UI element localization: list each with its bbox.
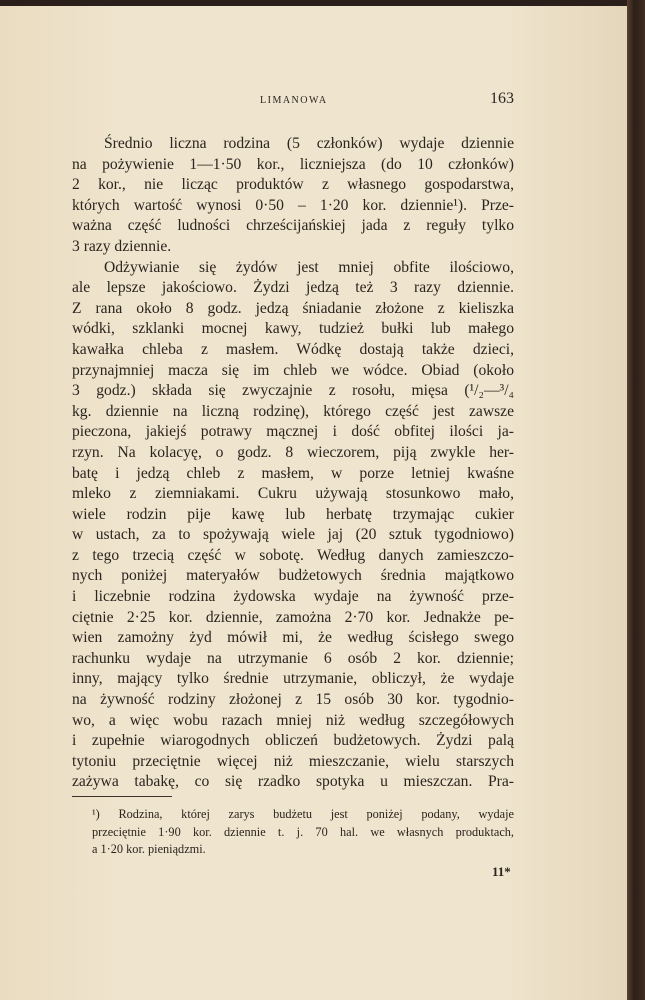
running-header-title: LIMANOWA	[260, 95, 328, 106]
text-line: rachunku wydaje na utrzymanie 6 osób 2 kor. dziennie;	[72, 649, 514, 667]
footnote-line: a 1·20 kor. pieniądzmi.	[92, 842, 206, 856]
text-line: tytoniu przeciętnie więcej niż mieszczanie, wielu starszych	[72, 752, 514, 770]
text-line: wódki, szklanki mocnej kawy, tudzież bułki lub małego	[72, 320, 514, 338]
text-line: i liczebnie rodzina żydowska wydaje na żywność prze-	[72, 588, 514, 606]
text-line: batę i jedzą chleb z masłem, w porze letniej kwaśne	[72, 464, 514, 482]
text-line: 3 godz.) składa się zwyczajnie z rosołu, mięsa (¹/₂—³/₄	[72, 382, 514, 400]
text-line: Odżywianie się żydów jest mniej obfite ilościowo,	[104, 258, 514, 276]
text-line: wo, a więc wobu razach mniej niż według szczegółowych	[72, 711, 514, 729]
printer-signature-mark: 11*	[492, 864, 511, 879]
text-line: ciętnie 2·25 kor. dziennie, zamożna 2·70 kor. Jednakże pe-	[72, 608, 514, 626]
text-line: nych poniżej materyałów budżetowych średnia majątkowo	[72, 567, 514, 585]
text-line: pieczona, jakiejś potrawy mącznej i dość obfitej ilości ja-	[72, 423, 514, 441]
text-line: Średnio liczna rodzina (5 członków) wydaje dziennie	[104, 135, 514, 152]
text-line: kawałka chleba z masłem. Wódkę dostają także dzieci,	[72, 340, 514, 358]
text-line: Z rana około 8 godz. jedzą śniadanie złożone z kieliszka	[72, 299, 514, 317]
text-line: i zupełnie wiarogodnych obliczeń budżetowych. Żydzi palą	[72, 732, 514, 750]
footnotes	[92, 806, 514, 859]
text-line: 3 razy dziennie.	[72, 237, 172, 255]
text-line: rzyn. Na kolacyę, o godz. 8 wieczorem, piją zwykle her-	[72, 443, 514, 461]
text-line: 2 kor., nie licząc produktów z własnego gospodarstwa,	[72, 176, 514, 194]
text-line: których wartość wynosi 0·50 – 1·20 kor. dziennie¹). Prze-	[72, 196, 514, 214]
footnote-line: przeciętnie 1·90 kor. dziennie t. j. 70 hal. we własnych produktach,	[92, 824, 514, 839]
text-line: ale lepsze jakościowo. Żydzi jedzą też 3 razy dziennie.	[72, 279, 514, 297]
text-line: na żywność rodziny złożonej z 15 osób 30 kor. tygodnio-	[72, 691, 514, 709]
page-number: 163	[490, 90, 514, 107]
text-line: zażywa tabakę, co się rzadko spotyka u mieszczan. Pra-	[72, 773, 514, 791]
text-line: na pożywienie 1—1·50 kor., liczniejsza (do 10 członków)	[72, 155, 514, 173]
main-text	[72, 134, 514, 793]
text-line: wien zamożny żyd mówił mi, że według ścisłego swego	[72, 629, 514, 647]
running-header	[0, 90, 627, 114]
text-line: przynajmniej macza się im chleb we wódce. Obiad (około	[72, 361, 514, 379]
text-line: kg. dziennie na liczną rodzinę), którego część jest zawsze	[72, 402, 514, 420]
book-spine-edge	[627, 0, 645, 1000]
text-line: w ustach, za to spożywają wiele jaj (20 sztuk tygodniowo)	[72, 526, 514, 544]
book-page	[0, 6, 627, 1000]
text-line: z tego trzecią część w sobotę. Według danych zamieszczo-	[72, 546, 514, 564]
text-line: inny, mający tylko średnie utrzymanie, obliczył, że wydaje	[72, 670, 514, 688]
footnote-line: ¹) Rodzina, której zarys budżetu jest poniżej podany, wydaje	[92, 807, 514, 821]
text-line: mleko z ziemniakami. Cukru używają stosunkowo mało,	[72, 485, 514, 503]
text-line: wiele rodzin pije kawę lub herbatę trzymając cukier	[72, 505, 514, 523]
text-line: ważna część ludności chrześcijańskiej jada z reguły tylko	[72, 217, 514, 235]
footnote-divider	[72, 796, 172, 797]
